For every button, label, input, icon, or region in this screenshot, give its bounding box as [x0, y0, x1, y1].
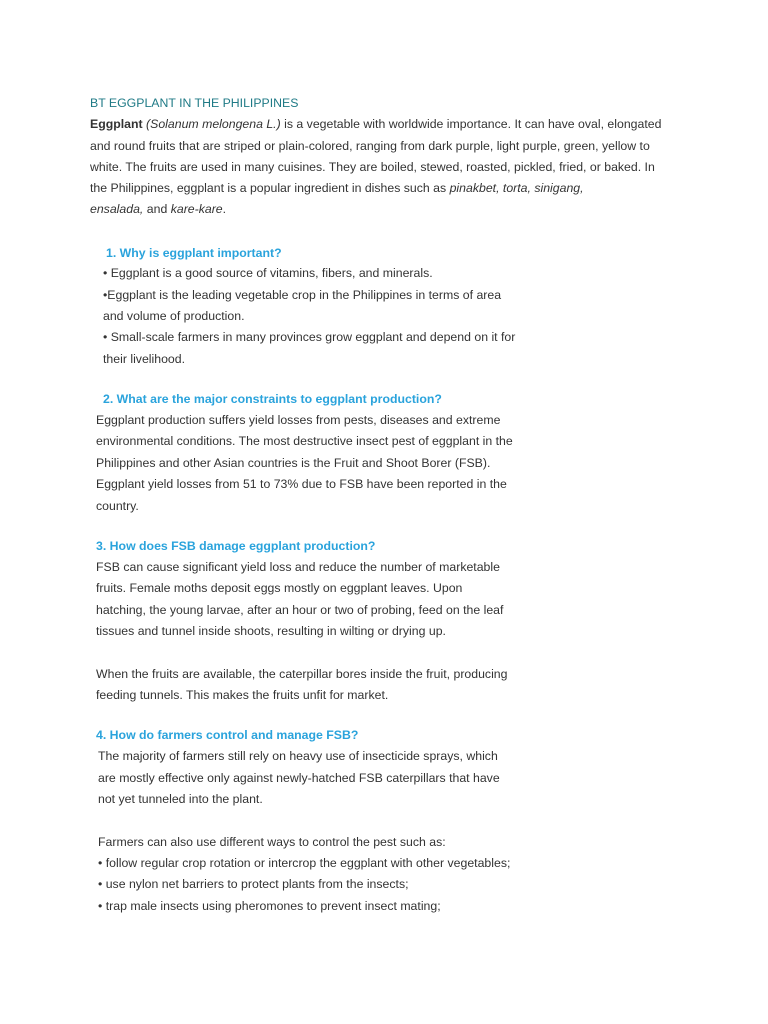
section-2-line: environmental conditions. The most destructive insect pest of eggplant in the — [96, 434, 513, 448]
section-4-line: • trap male insects using pheromones to prevent insect mating; — [98, 899, 441, 913]
intro-line-2: and round fruits that are striped or plain-colored, ranging from dark purple, light purple, green, yellow to — [90, 139, 650, 153]
document-title: BT EGGPLANT IN THE PHILIPPINES — [90, 96, 299, 110]
intro-line-4 — [90, 178, 584, 199]
intro-scientific-name: (Solanum melongena L.) — [146, 117, 281, 131]
section-1-heading: 1. Why is eggplant important? — [106, 246, 282, 260]
section-3-line: When the fruits are available, the caterpillar bores inside the fruit, producing — [96, 667, 508, 681]
section-1-line: and volume of production. — [103, 309, 245, 323]
section-4-line: • use nylon net barriers to protect plants from the insects; — [98, 877, 409, 891]
section-3-line: hatching, the young larvae, after an hour or two of probing, feed on the leaf — [96, 603, 504, 617]
section-2-line: Eggplant production suffers yield losses from pests, diseases and extreme — [96, 413, 501, 427]
section-3-line: feeding tunnels. This makes the fruits unfit for market. — [96, 688, 389, 702]
intro-line-1-text: is a vegetable with worldwide importance. It can have oval, elongated — [280, 117, 662, 131]
section-2-heading: 2. What are the major constraints to eggplant production? — [103, 392, 442, 406]
section-1-line: their livelihood. — [103, 352, 186, 366]
intro-line-4-text: the Philippines, eggplant is a popular ingredient in dishes such as — [90, 181, 450, 195]
section-4-line: The majority of farmers still rely on heavy use of insecticide sprays, which — [98, 749, 498, 763]
intro-dishes-1: pinakbet, torta, sinigang, — [449, 181, 584, 195]
section-4-line: not yet tunneled into the plant. — [98, 792, 263, 806]
intro-and: and — [143, 202, 171, 216]
section-1-line: • Small-scale farmers in many provinces grow eggplant and depend on it for — [103, 330, 516, 344]
section-1-line: •Eggplant is the leading vegetable crop in the Philippines in terms of area — [103, 288, 502, 302]
section-3-line: fruits. Female moths deposit eggs mostly on eggplant leaves. Upon — [96, 581, 463, 595]
section-3-heading: 3. How does FSB damage eggplant production? — [96, 539, 376, 553]
section-3-line: tissues and tunnel inside shoots, resulting in wilting or drying up. — [96, 624, 446, 638]
section-4-line: Farmers can also use different ways to control the pest such as: — [98, 835, 446, 849]
section-3-line: FSB can cause significant yield loss and reduce the number of marketable — [96, 560, 500, 574]
section-4-line: • follow regular crop rotation or intercrop the eggplant with other vegetables; — [98, 856, 511, 870]
section-2-line: country. — [96, 499, 139, 513]
intro-term: Eggplant — [90, 117, 143, 131]
section-4-heading: 4. How do farmers control and manage FSB? — [96, 728, 359, 742]
intro-period: . — [222, 202, 227, 216]
section-2-line: Eggplant yield losses from 51 to 73% due to FSB have been reported in the — [96, 477, 507, 491]
section-1-line: • Eggplant is a good source of vitamins, fibers, and minerals. — [103, 266, 433, 280]
intro-line-3: white. The fruits are used in many cuisines. They are boiled, stewed, roasted, pickled, fried, or baked. In — [90, 160, 655, 174]
intro-dishes-2: ensalada, — [90, 202, 144, 216]
section-2-line: Philippines and other Asian countries is the Fruit and Shoot Borer (FSB). — [96, 456, 491, 470]
intro-line-5 — [90, 199, 226, 220]
intro-dishes-3: kare-kare — [170, 202, 223, 216]
intro-line-1 — [90, 114, 661, 135]
section-4-line: are mostly effective only against newly-hatched FSB caterpillars that have — [98, 771, 500, 785]
